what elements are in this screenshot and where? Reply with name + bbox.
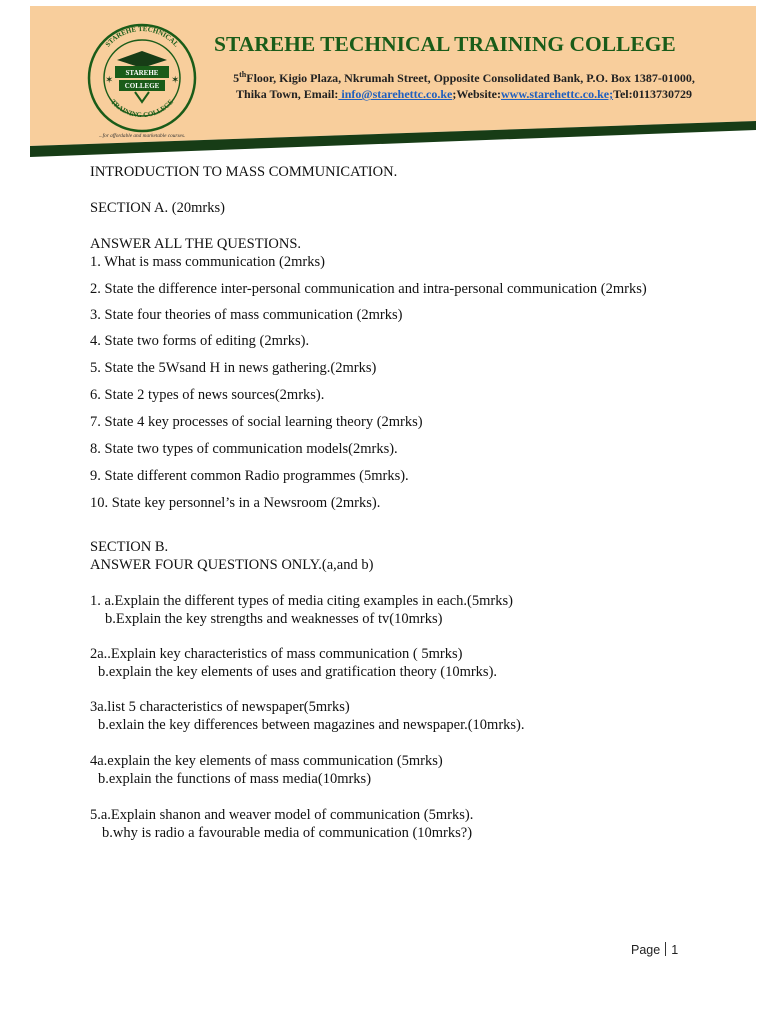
logo-tagline: ...for affordable and marketable courses. [98,133,186,139]
page-number: 1 [671,943,679,957]
college-logo [85,16,199,140]
section-a-heading: SECTION A. (20mrks) [90,200,225,216]
question-b4a: 4a.explain the key elements of mass communication (5mrks) [90,753,443,769]
email-link[interactable]: info@starehettc.co.ke [338,87,453,101]
address-line-1: Floor, Kigio Plaza, Nkrumah Street, Opposite Consolidated Bank, P.O. Box 1387-01000, [246,71,695,85]
logo-banner-1: STAREHE [125,69,159,77]
answer-all-instruction: ANSWER ALL THE QUESTIONS. [90,236,302,252]
college-name: STAREHE TECHNICAL TRAINING COLLEGE [214,32,676,56]
star-icon-right: ✶ [171,75,180,86]
question-b5a: 5.a.Explain shanon and weaver model of communication (5mrks). [90,807,474,823]
address-floor-suffix: th [239,70,247,79]
question-b2a: 2a..Explain key characteristics of mass communication ( 5mrks) [90,646,463,662]
question-a10: 10. State key personnel’s in a Newsroom (2mrks). [90,495,381,511]
exam-title: INTRODUCTION TO MASS COMMUNICATION. [90,164,398,180]
page-label: Page [631,943,661,957]
question-a1: 1. What is mass communication (2mrks) [90,254,325,270]
question-b4b: b.explain the functions of mass media(10mrks) [98,771,372,787]
address-line-2-prefix: Thika Town, Email: [236,87,339,101]
question-b3b: b.exlain the key differences between magazines and newspaper.(10mrks). [98,717,525,733]
question-b5b: b.why is radio a favourable media of communication (10mrks?) [102,825,473,841]
letterhead [30,6,756,156]
answer-four-instruction: ANSWER FOUR QUESTIONS ONLY.(a,and b) [90,557,374,573]
telephone: Tel:0113730729 [613,87,692,101]
question-b1b: b.Explain the key strengths and weaknesses of tv(10mrks) [105,611,443,627]
question-a4: 4. State two forms of editing (2mrks). [90,333,310,349]
star-icon-left: ✶ [105,75,114,86]
college-address [214,70,714,102]
question-a3: 3. State four theories of mass communication (2mrks) [90,307,403,323]
question-b2b: b.explain the key elements of uses and gratification theory (10mrks). [98,664,498,680]
question-b3a: 3a.list 5 characteristics of newspaper(5mrks) [90,699,350,715]
question-a2: 2. State the difference inter-personal communication and intra-personal communication (2mrks) [90,281,647,297]
logo-bottom-text: TRAINING COLLEGE [108,97,176,120]
question-a6: 6. State 2 types of news sources(2mrks). [90,387,325,403]
question-b1a: 1. a.Explain the different types of media citing examples in each.(5mrks) [90,593,513,609]
footer-separator [665,942,666,956]
website-link[interactable]: www.starehettc.co.ke; [500,87,614,101]
page-footer [631,942,678,957]
section-b-heading: SECTION B. [90,539,169,555]
question-a5: 5. State the 5Wsand H in news gathering.(2mrks) [90,360,377,376]
question-a9: 9. State different common Radio programmes (5mrks). [90,468,409,484]
question-a8: 8. State two types of communication models(2mrks). [90,441,398,457]
website-label: ;Website: [452,87,501,101]
logo-banner-2: COLLEGE [124,82,160,90]
logo-top-text: STAREHE TECHNICAL [103,24,181,49]
address-floor-number: 5 [233,71,240,85]
question-a7: 7. State 4 key processes of social learning theory (2mrks) [90,414,423,430]
